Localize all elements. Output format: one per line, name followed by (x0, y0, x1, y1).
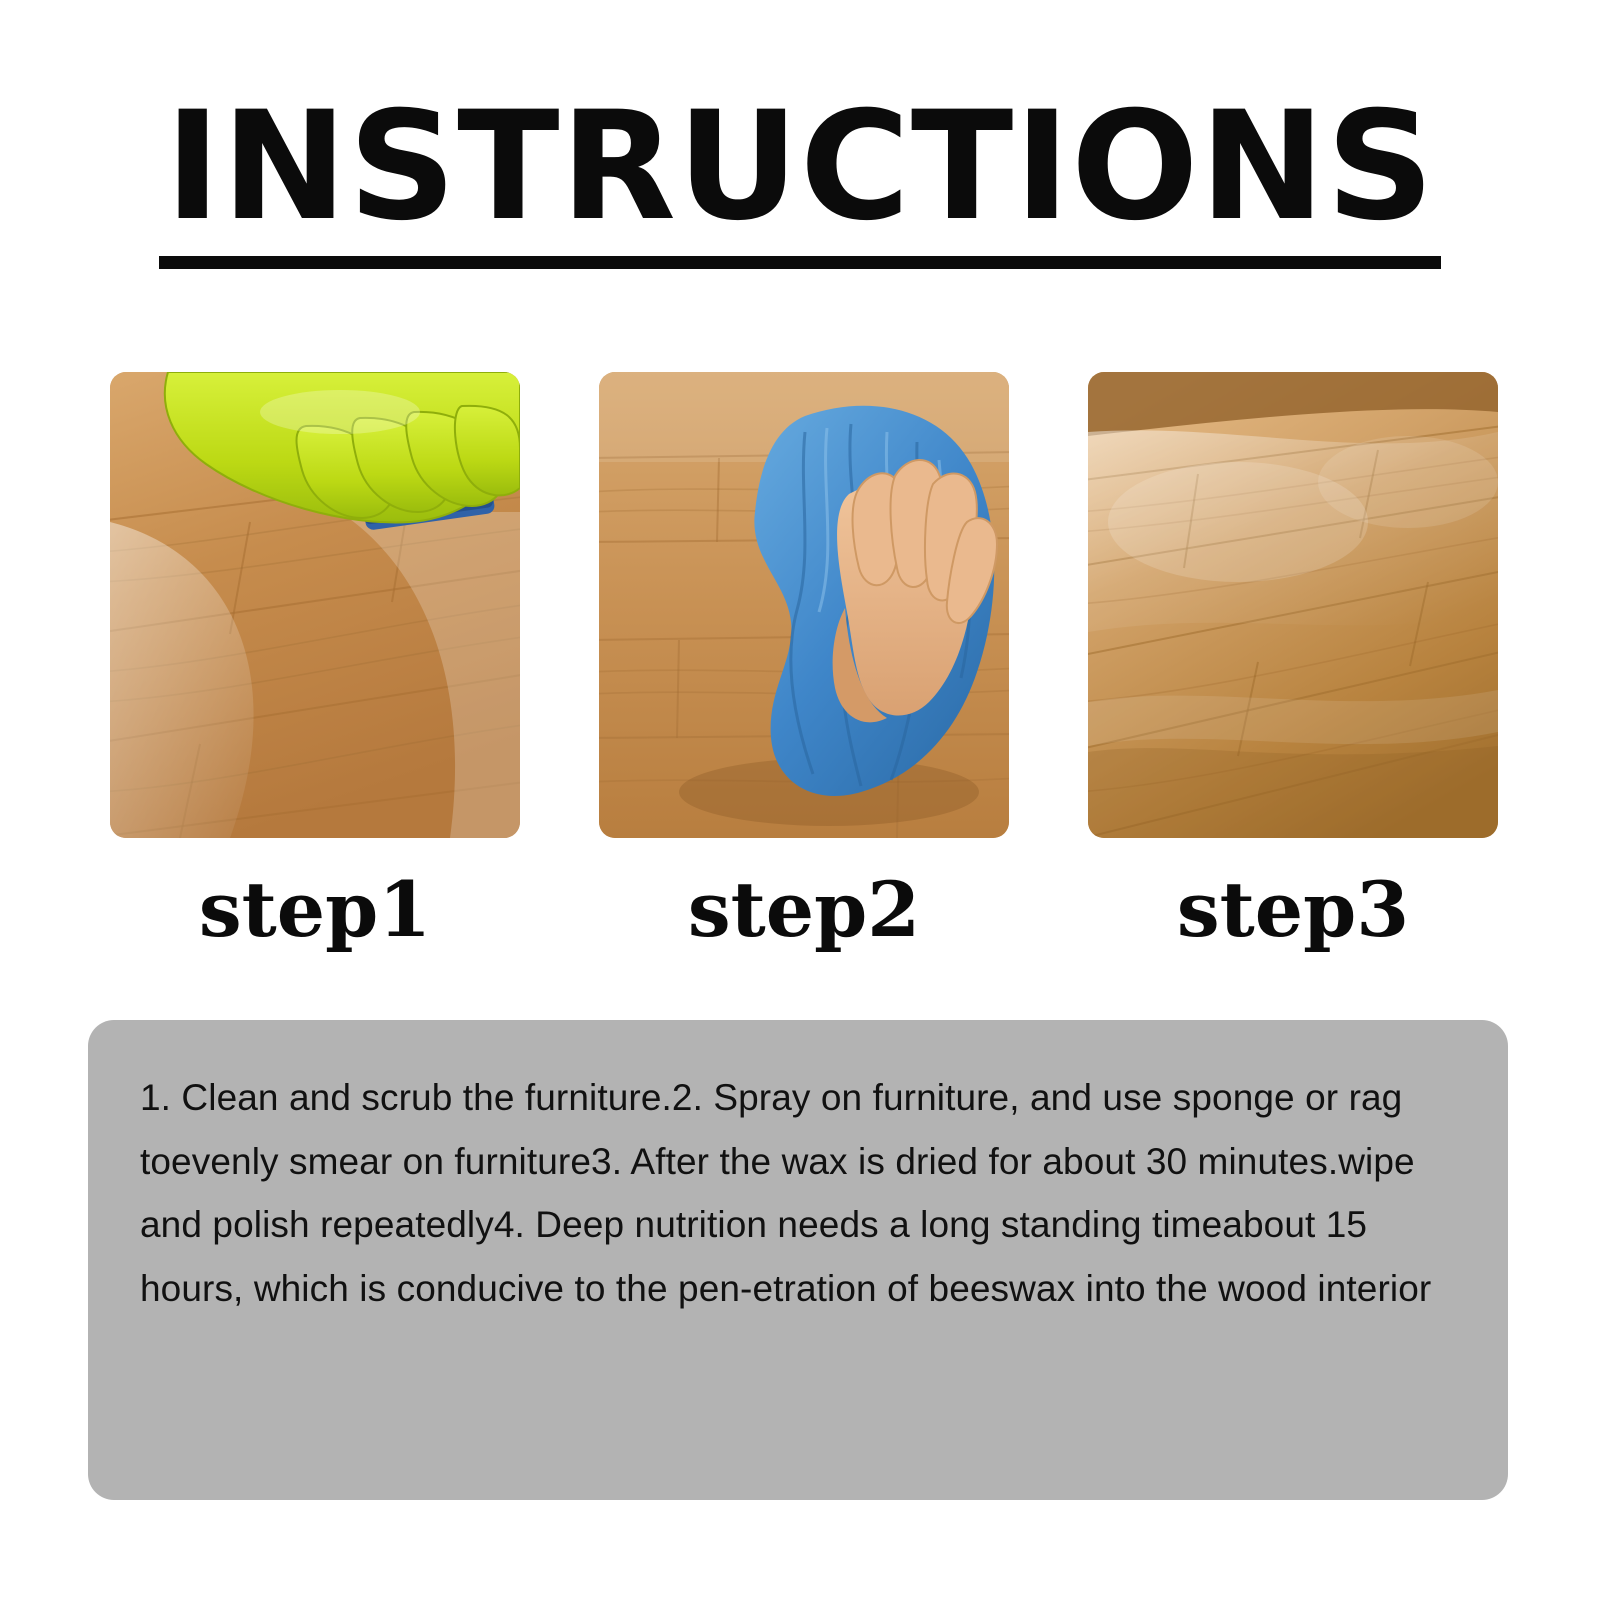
step-3 (1088, 372, 1498, 954)
step-1 (110, 372, 520, 954)
step-3-label: step3 (1176, 865, 1410, 954)
step-1-label: step1 (198, 865, 432, 954)
steps-row (110, 372, 1498, 954)
instructions-body: 1. Clean and scrub the furniture.2. Spray on furniture, and use sponge or rag toevenly smear on furniture3. After the wax is dried for about 30 minutes.wipe and polish repeatedly4. Deep nutrition needs a long standing timeabout 15 hours, which is conducive to the pen-etration of beeswax into the wood interior (140, 1077, 1432, 1309)
cloth-hand-illustration (599, 372, 1009, 838)
page-title-container (0, 80, 1600, 269)
page-title: INSTRUCTIONS (159, 92, 1441, 269)
step-3-photo (1088, 372, 1498, 838)
step-2 (599, 372, 1009, 954)
step-2-label: step2 (687, 865, 921, 954)
step-1-photo (110, 372, 520, 838)
glove-sponge-illustration (110, 372, 520, 838)
instructions-panel (88, 1020, 1508, 1500)
polished-floor-illustration (1088, 372, 1498, 838)
step-2-photo (599, 372, 1009, 838)
